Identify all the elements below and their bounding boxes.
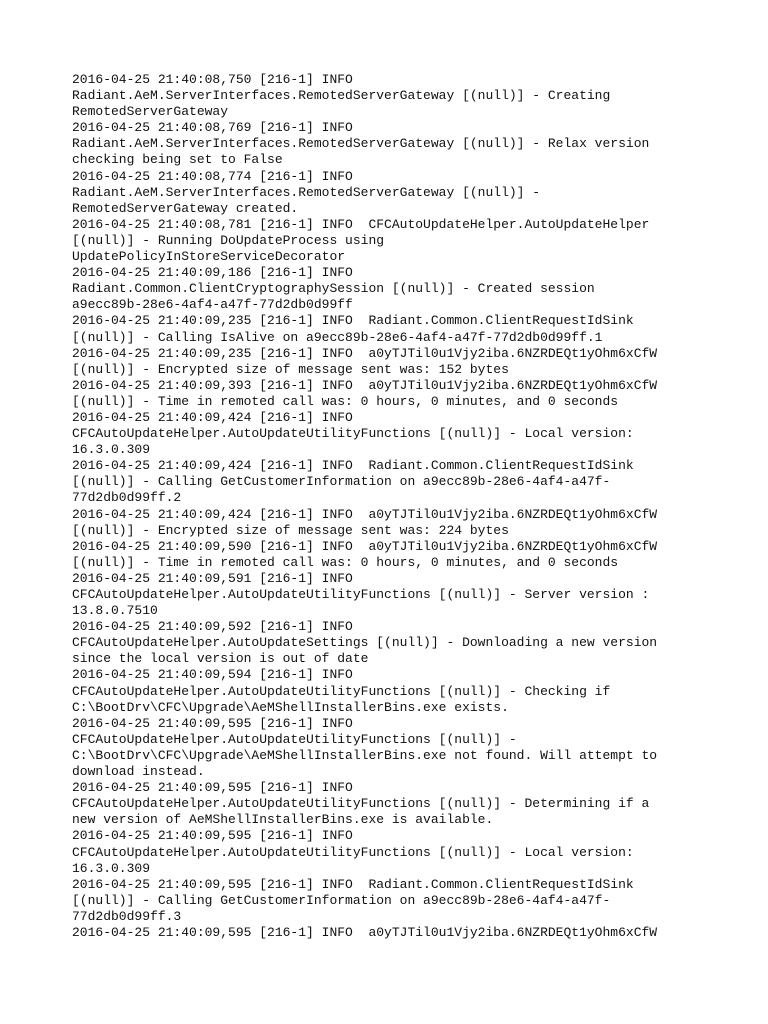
- log-line: 2016-04-25 21:40:09,424 [216-1] INFO Radiant.Common.ClientRequestIdSink: [72, 458, 634, 474]
- log-line: since the local version is out of date: [72, 651, 369, 667]
- log-line: RemotedServerGateway created.: [72, 200, 299, 216]
- log-line: 13.8.0.7510: [72, 603, 158, 619]
- log-line: C:\BootDrv\CFC\Upgrade\AeMShellInstallerBins.exe exists.: [72, 699, 509, 715]
- log-line: new version of AeMShellInstallerBins.exe is available.: [72, 812, 494, 828]
- log-line: 2016-04-25 21:40:09,393 [216-1] INFO a0yTJTil0u1Vjy2iba.6NZRDEQt1yOhm6xCfW: [72, 377, 658, 393]
- log-line: download instead.: [72, 764, 205, 780]
- log-line: 2016-04-25 21:40:09,424 [216-1] INFO a0yTJTil0u1Vjy2iba.6NZRDEQt1yOhm6xCfW: [72, 506, 658, 522]
- log-line: 2016-04-25 21:40:09,595 [216-1] INFO Radiant.Common.ClientRequestIdSink: [72, 876, 634, 892]
- log-line: 2016-04-25 21:40:09,595 [216-1] INFO: [72, 780, 353, 796]
- log-line: CFCAutoUpdateHelper.AutoUpdateUtilityFunctions [(null)] -: [72, 731, 517, 747]
- log-line: 2016-04-25 21:40:09,424 [216-1] INFO: [72, 409, 353, 425]
- log-line: 77d2db0d99ff.3: [72, 908, 182, 924]
- log-line: 2016-04-25 21:40:08,774 [216-1] INFO: [72, 168, 353, 184]
- log-line: [(null)] - Encrypted size of message sent was: 152 bytes: [72, 361, 509, 377]
- log-line: CFCAutoUpdateHelper.AutoUpdateSettings [(null)] - Downloading a new version: [72, 635, 658, 651]
- log-line: [(null)] - Calling GetCustomerInformation on a9ecc89b-28e6-4af4-a47f-: [72, 474, 611, 490]
- log-line: checking being set to False: [72, 152, 283, 168]
- log-line: 2016-04-25 21:40:09,595 [216-1] INFO: [72, 828, 353, 844]
- log-line: RemotedServerGateway: [72, 104, 229, 120]
- log-line: [(null)] - Running DoUpdateProcess using: [72, 232, 385, 248]
- log-line: CFCAutoUpdateHelper.AutoUpdateUtilityFunctions [(null)] - Server version :: [72, 587, 650, 602]
- log-line: 16.3.0.309: [72, 860, 151, 876]
- log-line: Radiant.Common.ClientCryptographySession [(null)] - Created session: [72, 281, 595, 297]
- log-line: 2016-04-25 21:40:09,594 [216-1] INFO: [72, 667, 353, 683]
- log-line: 2016-04-25 21:40:09,591 [216-1] INFO: [72, 570, 353, 586]
- log-line: UpdatePolicyInStoreServiceDecorator: [72, 249, 346, 265]
- log-line: 16.3.0.309: [72, 442, 151, 458]
- log-line: 2016-04-25 21:40:09,595 [216-1] INFO a0yTJTil0u1Vjy2iba.6NZRDEQt1yOhm6xCfW: [72, 924, 658, 940]
- log-line: 2016-04-25 21:40:09,595 [216-1] INFO: [72, 715, 353, 731]
- log-line: CFCAutoUpdateHelper.AutoUpdateUtilityFunctions [(null)] - Local version:: [72, 426, 634, 442]
- log-line: 77d2db0d99ff.2: [72, 490, 182, 506]
- log-line: 2016-04-25 21:40:09,235 [216-1] INFO Radiant.Common.ClientRequestIdSink: [72, 313, 634, 329]
- log-line: a9ecc89b-28e6-4af4-a47f-77d2db0d99ff: [72, 297, 353, 313]
- log-line: CFCAutoUpdateHelper.AutoUpdateUtilityFunctions [(null)] - Determining if a: [72, 796, 650, 812]
- log-line: [(null)] - Time in remoted call was: 0 hours, 0 minutes, and 0 seconds: [72, 554, 619, 570]
- log-line: [(null)] - Time in remoted call was: 0 hours, 0 minutes, and 0 seconds: [72, 393, 619, 409]
- log-line: CFCAutoUpdateHelper.AutoUpdateUtilityFunctions [(null)] - Local version:: [72, 844, 634, 860]
- log-line: 2016-04-25 21:40:08,781 [216-1] INFO CFCAutoUpdateHelper.AutoUpdateHelper: [72, 216, 650, 232]
- log-line: 2016-04-25 21:40:09,590 [216-1] INFO a0yTJTil0u1Vjy2iba.6NZRDEQt1yOhm6xCfW: [72, 538, 658, 554]
- log-line: 2016-04-25 21:40:09,235 [216-1] INFO a0yTJTil0u1Vjy2iba.6NZRDEQt1yOhm6xCfW: [72, 345, 658, 361]
- log-line: Radiant.AeM.ServerInterfaces.RemotedServerGateway [(null)] - Creating: [72, 88, 611, 104]
- log-line: Radiant.AeM.ServerInterfaces.RemotedServerGateway [(null)] -: [72, 184, 541, 200]
- log-line: C:\BootDrv\CFC\Upgrade\AeMShellInstallerBins.exe not found. Will attempt to: [72, 747, 658, 763]
- log-line: 2016-04-25 21:40:08,750 [216-1] INFO: [72, 72, 353, 87]
- log-document: [72, 72, 712, 941]
- log-line: [(null)] - Calling GetCustomerInformation on a9ecc89b-28e6-4af4-a47f-: [72, 892, 611, 908]
- log-line: Radiant.AeM.ServerInterfaces.RemotedServerGateway [(null)] - Relax version: [72, 136, 650, 152]
- log-line: 2016-04-25 21:40:09,592 [216-1] INFO: [72, 619, 353, 635]
- log-line: [(null)] - Encrypted size of message sent was: 224 bytes: [72, 522, 509, 538]
- log-line: 2016-04-25 21:40:08,769 [216-1] INFO: [72, 120, 353, 136]
- log-line: 2016-04-25 21:40:09,186 [216-1] INFO: [72, 265, 353, 281]
- log-line: [(null)] - Calling IsAlive on a9ecc89b-28e6-4af4-a47f-77d2db0d99ff.1: [72, 329, 603, 345]
- log-line: CFCAutoUpdateHelper.AutoUpdateUtilityFunctions [(null)] - Checking if: [72, 683, 611, 699]
